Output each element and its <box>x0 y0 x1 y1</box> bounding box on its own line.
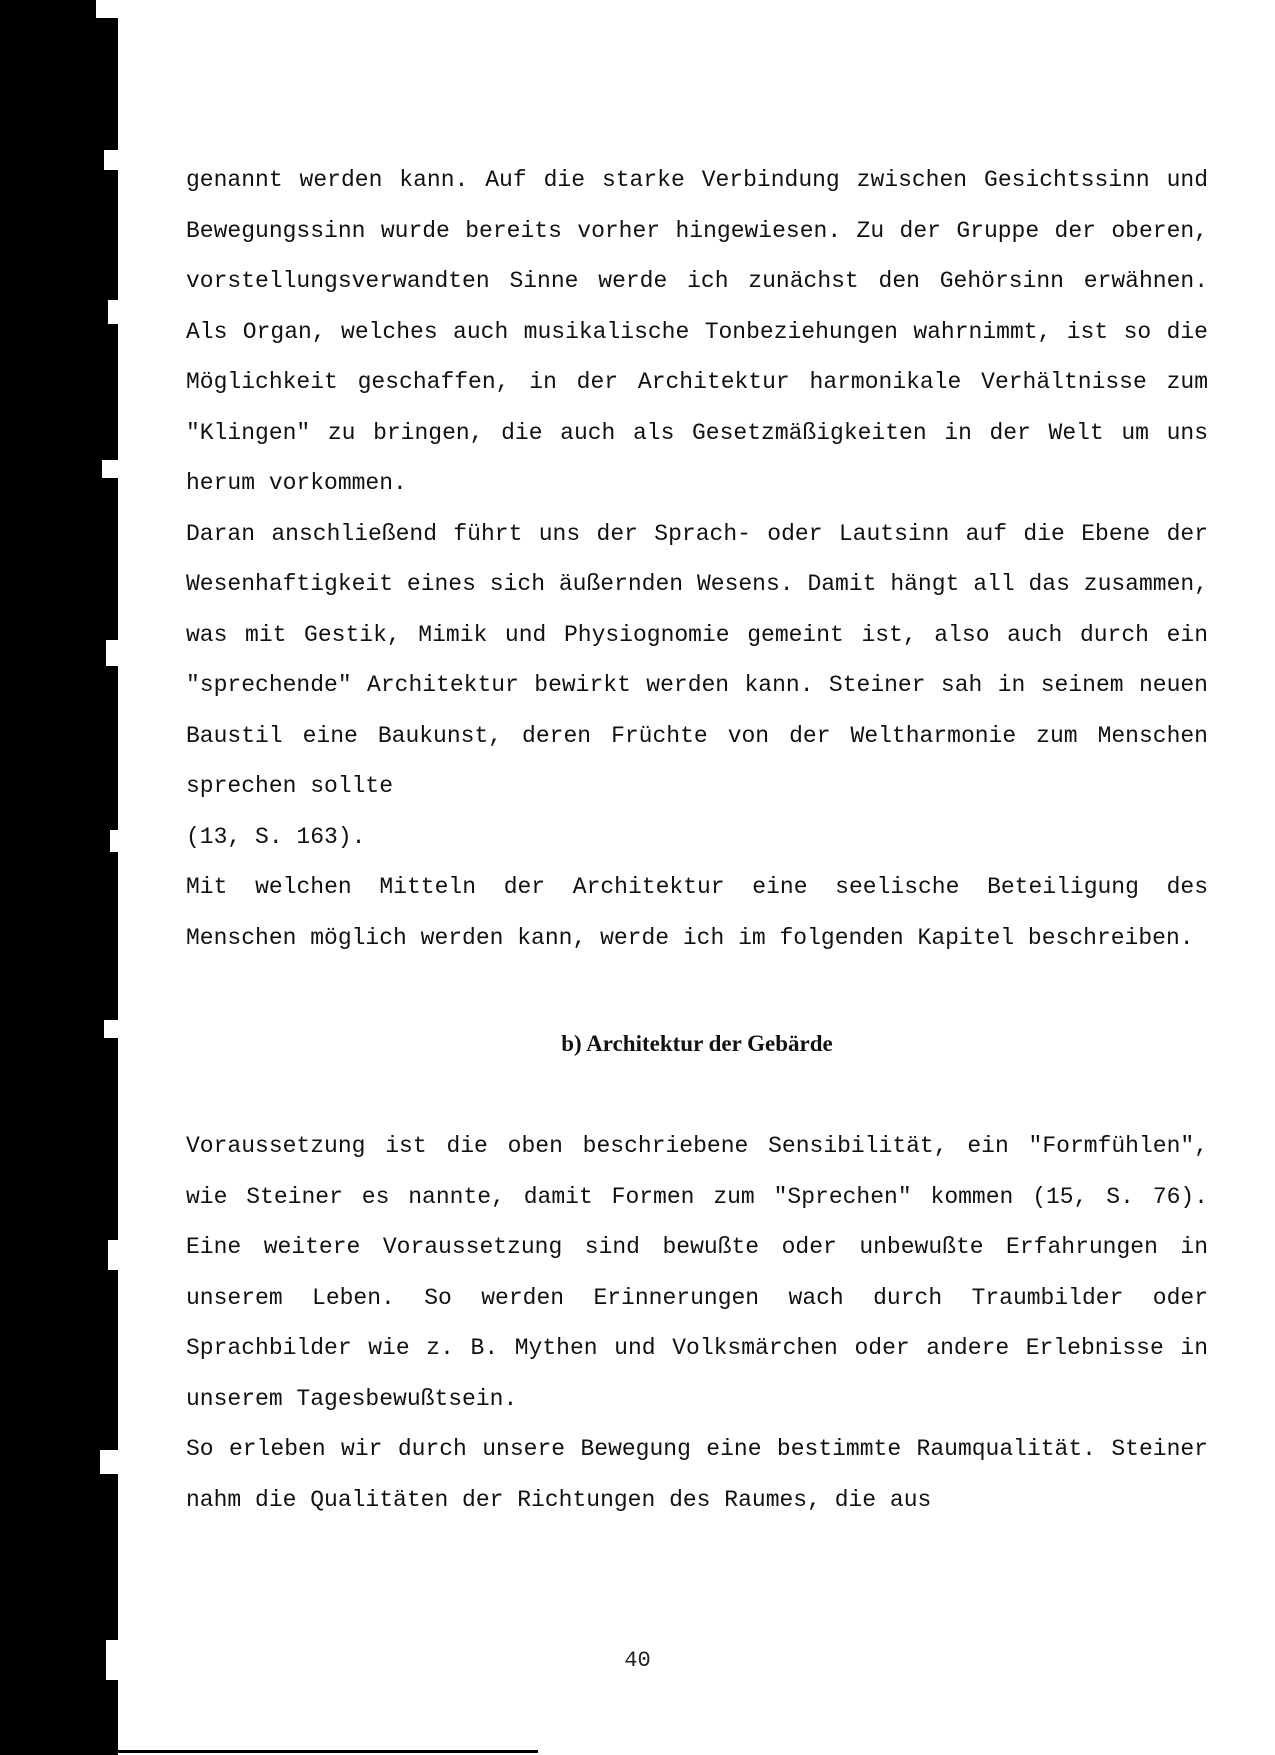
paragraph: Mit welchen Mitteln der Architektur eine seelische Beteiligung des Menschen möglich werden kann, werde ich im folgenden Kapitel beschreiben. <box>186 874 1208 951</box>
edge-notch <box>96 0 118 18</box>
edge-notch <box>104 1020 118 1038</box>
scanned-page-edge <box>0 0 118 1755</box>
scan-bottom-edge <box>118 1750 538 1753</box>
edge-notch <box>100 1450 118 1474</box>
edge-notch <box>110 830 118 852</box>
paragraph: genannt werden kann. Auf die starke Verbindung zwischen Gesichtssinn und Bewegungssinn wurde bereits vorher hingewiesen. Zu der Gruppe der oberen, vorstellungsverwandten Sinne werde ich zunächst den Gehörsinn erwähnen. Als Organ, welches auch musikalische Tonbeziehungen wahrnimmt, ist so die Möglichkeit geschaffen, in der Architektur harmonikale Verhältnisse zum "Klingen" zu bringen, die auch als Gesetzmäßigkeiten in der Welt um uns herum vorkommen. <box>186 167 1208 496</box>
edge-notch <box>106 640 118 666</box>
paragraph: Daran anschließend führt uns der Sprach- oder Lautsinn auf die Ebene der Wesenhaftigkeit eines sich äußernden Wesens. Damit hängt all das zusammen, was mit Gestik, Mimik und Physiognomie gemeint ist, also auch durch ein "sprechende" Architektur bewirkt werden kann. Steiner sah in seinem neuen Baustil eine Baukunst, deren Früchte von der Weltharmonie zum Menschen sprechen sollte <box>186 520 1208 799</box>
paragraph: So erleben wir durch unsere Bewegung eine bestimmte Raumqualität. Steiner nahm die Qualitäten der Richtungen des Raumes, die aus <box>186 1436 1208 1513</box>
paragraph: Voraussetzung ist die oben beschriebene Sensibilität, ein "Formfühlen", wie Steiner es nannte, damit Formen zum "Sprechen" kommen (15, S. 76). Eine weitere Voraussetzung sind bewußte oder unbewußte Erfahrungen in unserem Leben. So werden Erinnerungen wach durch Traumbilder oder Sprachbilder wie z. B. Mythen und Volksmärchen oder andere Erlebnisse in unserem Tagesbewußtsein. <box>186 1133 1208 1412</box>
section-heading: b) Architektur der Gebärde <box>561 1031 833 1056</box>
citation-line: (13, S. 163). <box>186 823 366 850</box>
edge-notch <box>104 150 118 170</box>
edge-notch <box>108 300 118 324</box>
edge-notch <box>102 460 118 478</box>
edge-notch <box>108 1240 118 1270</box>
page-number: 40 <box>624 1648 651 1673</box>
page-body <box>186 155 1208 1525</box>
